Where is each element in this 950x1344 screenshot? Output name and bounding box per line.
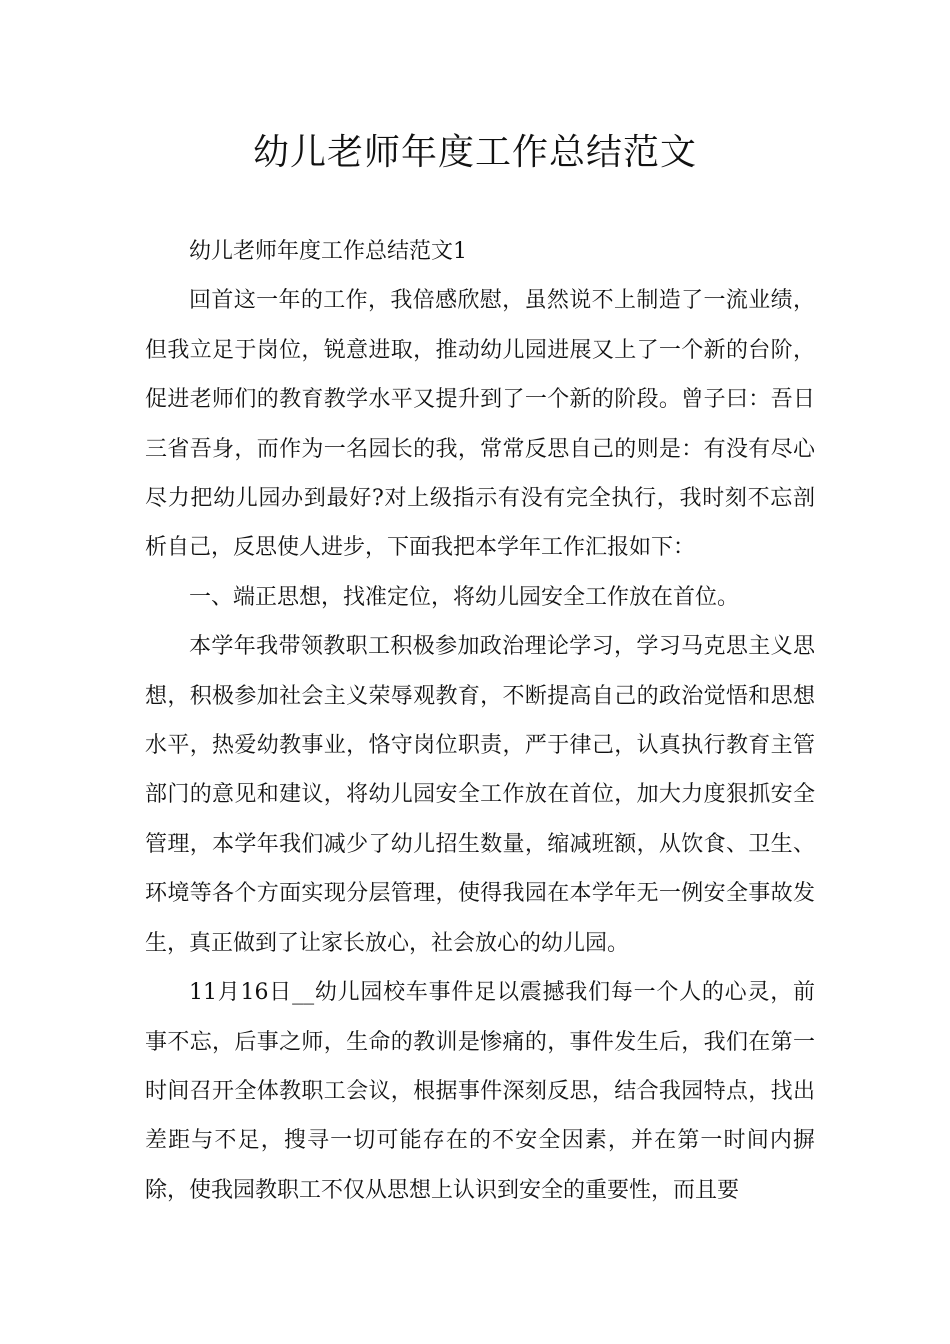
body-paragraph: 11月16日__幼儿园校车事件足以震撼我们每一个人的心灵，前事不忘，后事之师，生命的教训是惨痛的，事件发生后，我们在第一时间召开全体教职工会议，根据事件深刻反思，结合我园特点，找出差距与不足，搜寻一切可能存在的不安全因素，并在第一时间内摒除，使我园教职工不仅从思想上认识到安全的重要性，而且要: [145, 980, 815, 1203]
subtitle-paragraph: 幼儿老师年度工作总结范文1: [189, 239, 467, 264]
document-title: 幼儿老师年度工作总结范文: [252, 132, 697, 173]
document-body: [145, 227, 815, 1215]
intro-paragraph: 回首这一年的工作，我倍感欣慰，虽然说不上制造了一流业绩，但我立足于岗位，锐意进取，推动幼儿园进展又上了一个新的台阶，促进老师们的教育教学水平又提升到了一个新的阶段。曾子曰：吾日三省吾身，而作为一名园长的我，常常反思自己的则是：有没有尽心尽力把幼儿园办到最好?对上级指示有没有完全执行，我时刻不忘剖析自己，反思使人进步，下面我把本学年工作汇报如下：: [145, 288, 815, 561]
body-paragraph: 本学年我带领教职工积极参加政治理论学习，学习马克思主义思想，积极参加社会主义荣辱观教育，不断提高自己的政治觉悟和思想水平，热爱幼教事业，恪守岗位职责，严于律己，认真执行教育主管部门的意见和建议，将幼儿园安全工作放在首位，加大力度狠抓安全管理，本学年我们减少了幼儿招生数量，缩减班额，从饮食、卫生、环境等各个方面实现分层管理，使得我园在本学年无一例安全事故发生，真正做到了让家长放心，社会放心的幼儿园。: [145, 634, 815, 956]
section-heading: 一、端正思想，找准定位，将幼儿园安全工作放在首位。: [189, 584, 740, 610]
